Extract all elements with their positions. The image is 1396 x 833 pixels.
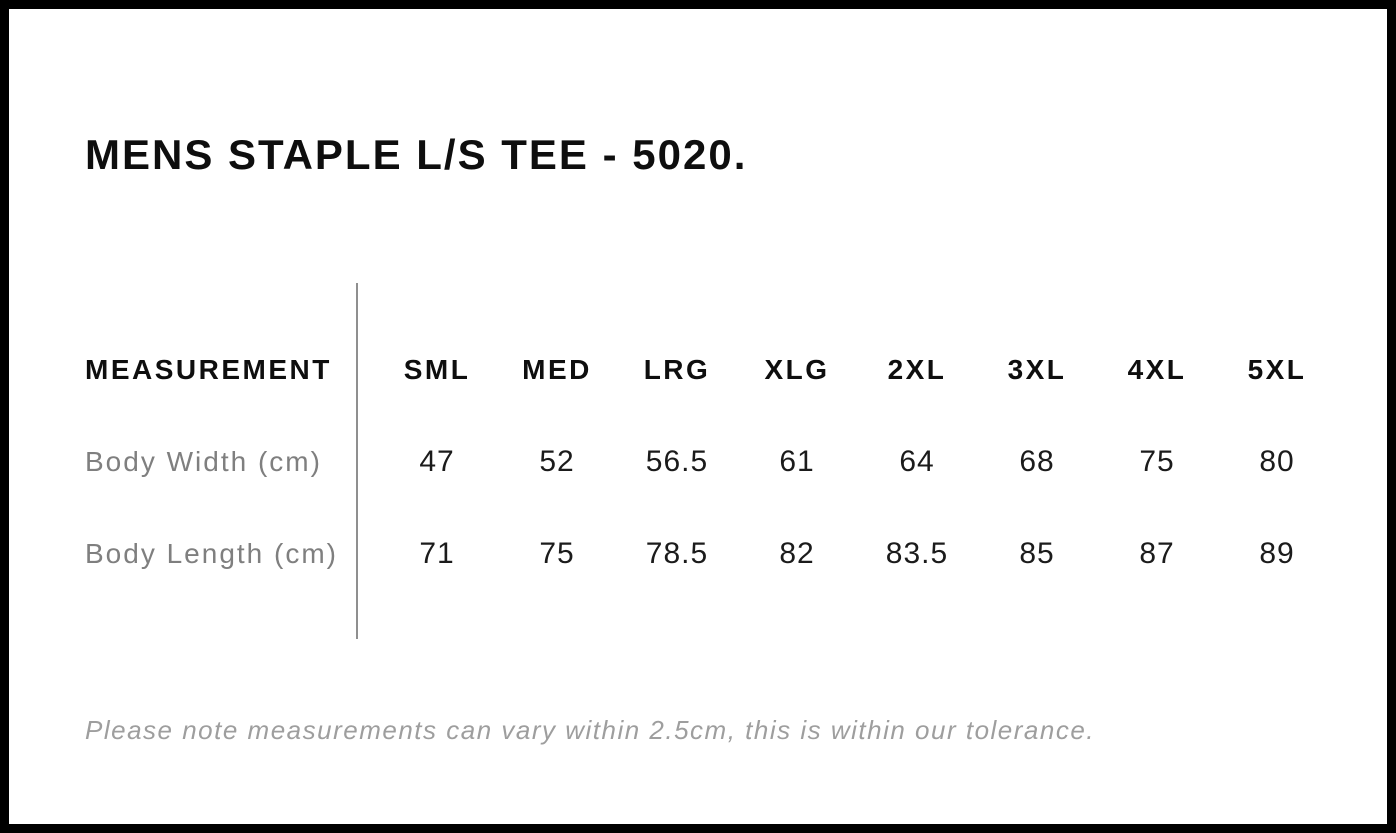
body-width-value-4xl: 75 bbox=[1139, 445, 1175, 478]
body-length-value-xlg: 82 bbox=[779, 537, 815, 570]
body-width-value-5xl: 80 bbox=[1259, 445, 1295, 478]
body-length-value-5xl: 89 bbox=[1259, 537, 1295, 570]
size-column-header-3xl: 3XL bbox=[1007, 354, 1067, 385]
size-column-header-med: MED bbox=[522, 354, 592, 385]
size-column-header-2xl: 2XL bbox=[887, 354, 947, 385]
size-chart-table bbox=[85, 283, 1337, 600]
body-width-value-lrg: 56.5 bbox=[645, 445, 709, 478]
body-width-value-sml: 47 bbox=[419, 445, 455, 478]
body-length-value-lrg: 78.5 bbox=[645, 537, 709, 570]
tolerance-note: Please note measurements can vary within 2.5cm, this is within our tolerance. bbox=[85, 715, 1096, 745]
body-width-value-med: 52 bbox=[539, 445, 575, 478]
table-column-divider bbox=[356, 283, 358, 639]
row-label-body-width: Body Width (cm) bbox=[85, 446, 322, 477]
size-column-header-lrg: LRG bbox=[643, 354, 711, 385]
body-width-value-xlg: 61 bbox=[779, 445, 815, 478]
table-header-row bbox=[85, 324, 1337, 416]
body-length-value-sml: 71 bbox=[419, 537, 455, 570]
body-length-value-2xl: 83.5 bbox=[885, 537, 949, 570]
row-label-body-length: Body Length (cm) bbox=[85, 538, 338, 569]
body-width-value-3xl: 68 bbox=[1019, 445, 1055, 478]
size-column-header-4xl: 4XL bbox=[1127, 354, 1187, 385]
measurement-column-header: MEASUREMENT bbox=[85, 354, 332, 385]
table-row-body-length bbox=[85, 508, 1337, 600]
size-column-header-sml: SML bbox=[403, 354, 471, 385]
body-length-value-4xl: 87 bbox=[1139, 537, 1175, 570]
table-row-body-width bbox=[85, 416, 1337, 508]
table-rows bbox=[85, 283, 1337, 600]
page-title: MENS STAPLE L/S TEE - 5020. bbox=[85, 131, 748, 179]
body-width-value-2xl: 64 bbox=[899, 445, 935, 478]
size-column-header-5xl: 5XL bbox=[1247, 354, 1307, 385]
body-length-value-3xl: 85 bbox=[1019, 537, 1055, 570]
body-length-value-med: 75 bbox=[539, 537, 575, 570]
size-column-header-xlg: XLG bbox=[764, 354, 830, 385]
